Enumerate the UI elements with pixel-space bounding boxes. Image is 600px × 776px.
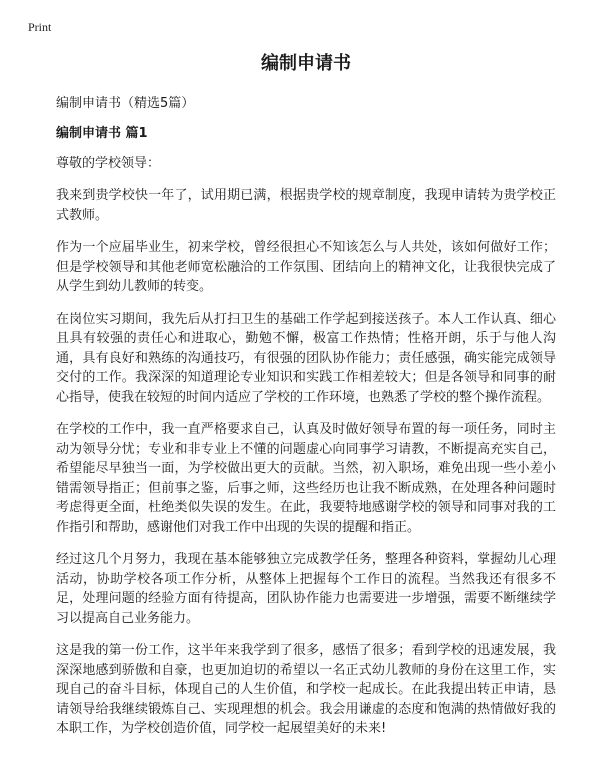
print-link[interactable]: Print [28, 20, 52, 34]
document-body [56, 50, 556, 752]
salutation: 尊敬的学校领导： [56, 156, 161, 171]
paragraph-4: 在学校的工作中，我一直严格要求自己，认真及时做好领导布置的每一项任务，同时主动为领导分忧；专业和非专业上不懂的问题虚心向同事学习请教，不断提高充实自己，希望能尽早独当一面，为学校做出更大的贡献。当然，初入职场，难免出现一些小差小错需领导指正；但前事之鉴，后事之师，这些经历也让我不断成熟，在处理各种问题时考虑得更全面，杜绝类似失误的发生。在此，我要特地感谢学校的领导和同事对我的工作指引和帮助，感谢他们对我工作中出现的失误的提醒和指正。 [56, 422, 556, 535]
paragraph-1: 我来到贵学校快一年了，试用期已满，根据贵学校的规章制度，我现申请转为贵学校正式教师。 [56, 188, 556, 223]
paragraph-5: 经过这几个月努力，我现在基本能够独立完成教学任务，整理各种资料，掌握幼儿心理活动，协助学校各项工作分析，从整体上把握每个工作日的流程。当然我还有很多不足，处理问题的经验方面有待提高，团队协作能力也需要进一步增强，需要不断继续学习以提高自己业务能力。 [56, 552, 556, 626]
paragraph-3: 在岗位实习期间，我先后从打扫卫生的基础工作学起到接送孩子。本人工作认真、细心且具有较强的责任心和进取心，勤勉不懈，极富工作热情；性格开朗，乐于与他人沟通，具有良好和熟练的沟通技巧，有很强的团队协作能力；责任感强，确实能完成领导交付的工作。我深深的知道理论专业知识和实践工作相差较大；但是各领导和同事的耐心指导，使我在较短的时间内适应了学校的工作环境，也熟悉了学校的整个操作流程。 [56, 311, 556, 405]
section-heading: 编制申请书 篇1 [56, 126, 148, 141]
document-title: 编制申请书 [261, 53, 351, 74]
paragraph-2: 作为一个应届毕业生，初来学校，曾经很担心不知该怎么与人共处，该如何做好工作；但是学校领导和其他老师宽松融洽的工作氛围、团结向上的精神文化，让我很快完成了从学生到幼儿教师的转变。 [56, 240, 556, 294]
paragraph-6: 这是我的第一份工作，这半年来我学到了很多，感悟了很多；看到学校的迅速发展，我深深地感到骄傲和自豪，也更加迫切的希望以一名正式幼儿教师的身份在这里工作，实现自己的奋斗目标，体现自己的人生价值，和学校一起成长。在此我提出转正申请，恳请领导给我继续锻炼自己、实现理想的机会。我会用谦虚的态度和饱满的热情做好我的本职工作，为学校创造价值，同学校一起展望美好的未来! [56, 643, 556, 736]
document-subtitle: 编制申请书（精选5篇） [56, 96, 195, 111]
